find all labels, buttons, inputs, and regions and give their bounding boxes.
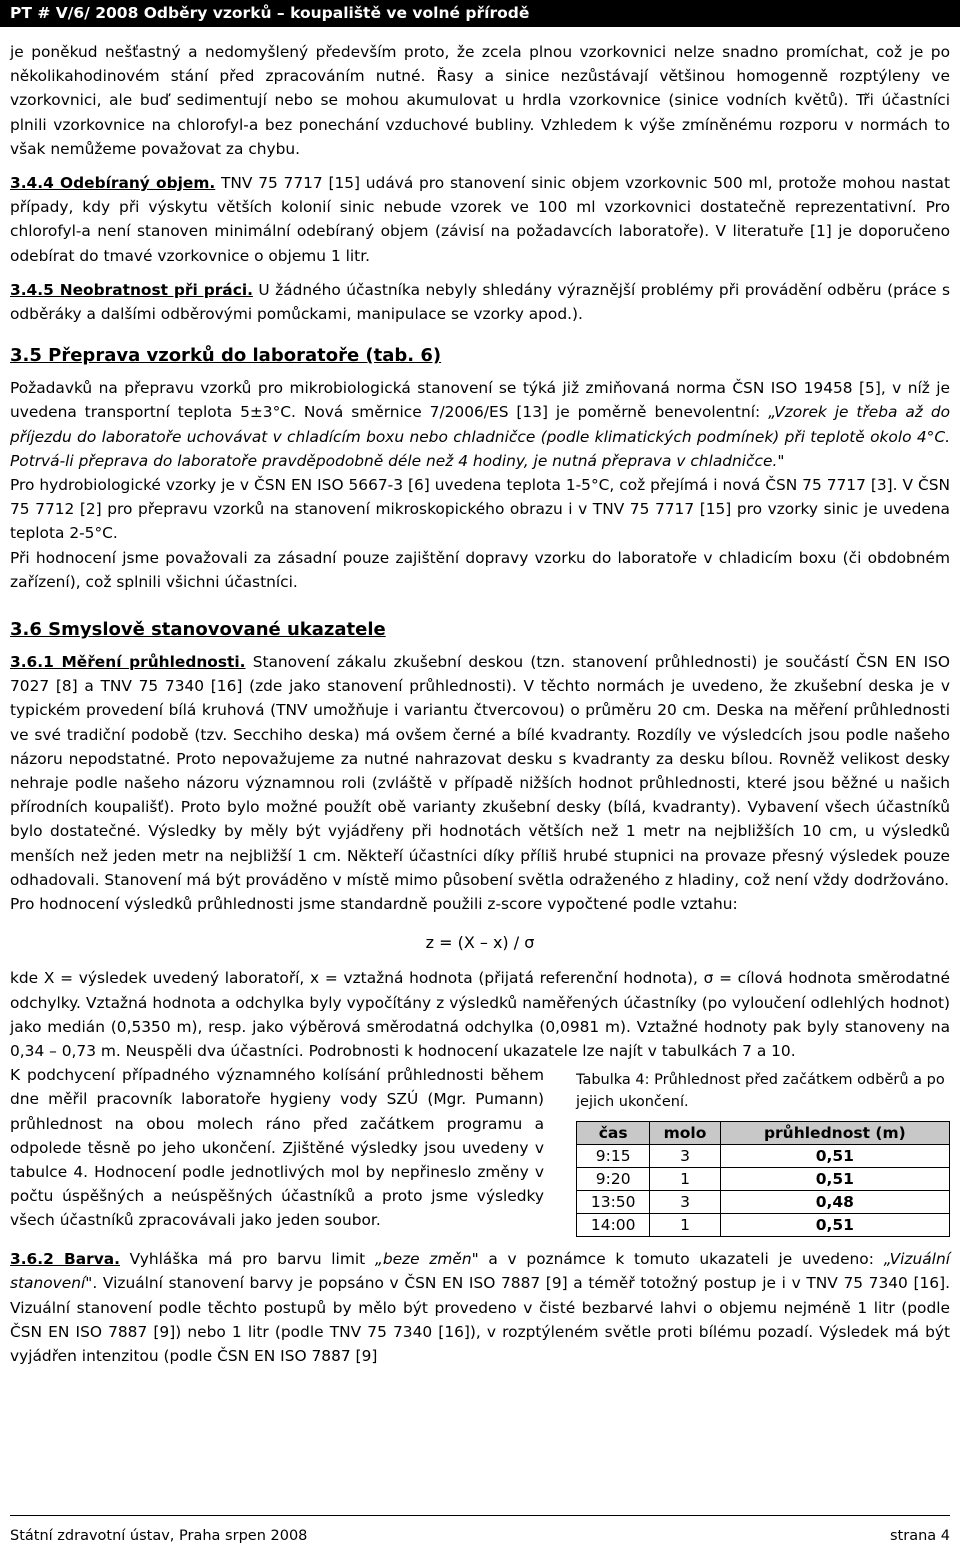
section-3-6-2 bbox=[10, 1247, 950, 1368]
table-4-caption: Tabulka 4: Průhlednost před začátkem odběrů a po jejich ukončení. bbox=[576, 1072, 945, 1111]
time-cell: 13:50 bbox=[577, 1191, 650, 1214]
section-3-6-1-text: Stanovení zákalu zkušební deskou (tzn. stanovení průhlednosti) je součástí ČSN EN ISO 7027 [8] a TNV 75 7340 [16] (zde jako stanovení průhlednosti). V těchto normách je uvedeno, že zkušební deska je v typickém provedení bílá kruhová (TNV umožňuje i variantu čtvercovou) o průměru 20 cm. Deska na měření průhlednosti ve své tradiční podobě (tzv. Secchiho deska) má ovšem černé a bílé kvadranty. Rozdíly ve výsledcích jsou podle našeho názoru nepodstatné. Proto nepovažujeme za nutné nahrazovat desku s kvadranty za desku bílou. Rovněž velikost desky nehraje podle našeho názoru významnou roli (zvláště v případě nižších hodnot průhlednosti, které jsou běžné u našich přírodních koupališť). Proto bylo možné použít obě varianty zkušební desky (bílá, kvadranty). Vybavení všech účastníků bylo dostatečné. Výsledky by měly být vyjádřeny při hodnotách větších než 1 metr na nejbližších 10 cm, u výsledků menších než jeden metr na nejbližší 1 cm. Někteří účastníci díky příliš hrubé stupnici na provaze přesný výsledek pouze odhadovali. Stanovení má být prováděno v místě mimo působení světla odraženého z hladiny, což není vždy dodržováno. bbox=[10, 653, 950, 889]
section-3-6-heading: 3.6 Smyslově stanovované ukazatele bbox=[10, 619, 386, 641]
time-cell: 9:20 bbox=[577, 1168, 650, 1191]
table-4 bbox=[576, 1121, 950, 1237]
section-3-5-paragraph-3: Při hodnocení jsme považovali za zásadní pouze zajištění dopravy vzorku do laboratoře v chladicím boxu (či obdobném zařízení), což splnili všichni účastníci. bbox=[10, 548, 950, 591]
pier-cell: 1 bbox=[650, 1168, 720, 1191]
table-row bbox=[577, 1145, 950, 1168]
section-3-6-1-heading: 3.6.1 Měření průhlednosti. bbox=[10, 653, 246, 672]
limit-quote: „beze změn bbox=[374, 1250, 472, 1269]
page-number: strana 4 bbox=[890, 1528, 950, 1544]
table-row bbox=[577, 1168, 950, 1191]
section-3-4-4-text: TNV 75 7717 [15] udává pro stanovení sinic objem vzorkovnic 500 ml, protože mohou nastat případy, kdy při výskytu větších kolonií sinic nebude vzorek ve 100 ml vzorkovnici dostatečně reprezentativní. Pro chlorofyl-a není stanoven minimální odebíraný objem (závisí na požadavcích laboratoře). V literatuře [1] je doporučeno odebírat do tmavé vzorkovnice o objemu 1 litr. bbox=[10, 174, 950, 265]
pier-cell: 1 bbox=[650, 1214, 720, 1237]
transparency-cell: 0,48 bbox=[720, 1191, 949, 1214]
zscore-formula: z = (X – x) / σ bbox=[425, 933, 535, 953]
directive-quote: „Vzorek je třeba až do příjezdu do laboratoře uchovávat v chladícím boxu nebo chladničce (podle klimatických podmínek) při teplotě okolo 4°C. Potrvá-li přeprava do laboratoře pravděpodobně déle než 4 hodiny, je nutná přeprava v chladničce. bbox=[10, 403, 951, 470]
daytime-variation-paragraph: K podchycení případného významného kolísání průhlednosti během dne měřil pracovník laboratoře hygieny vody SZÚ (Mgr. Pumann) průhlednost na obou molech ráno před začátkem programu a odpolede těsně po jeho ukončení. Zjištěné výsledky jsou uvedeny v tabulce 4. Hodnocení podle jednotlivých mol by nepřineslo změny v počtu úspěšných a neúspěšných účastníků a proto jsme výsledky všech účastníků zpracovávali jako jeden soubor. bbox=[10, 1066, 544, 1230]
section-3-4-5-text: U žádného účastníka nebyly shledány výraznější problémy při provádění odběru (práce s odběráky a dalšími odběrovými pomůckami, manipulace se vzorky apod.). bbox=[10, 280, 950, 324]
table-4-block bbox=[576, 1063, 950, 1237]
time-cell: 9:15 bbox=[577, 1145, 650, 1168]
page-footer bbox=[10, 1515, 950, 1544]
intro-paragraph: je poněkud nešťastný a nedomyšlený především proto, že zcela plnou vzorkovnici nelze snadno promíchat, což je po několikahodinovém stání před zpracováním nutné. Řasy a sinice nezůstávají většinou homogenně rozptýleny ve vzorkovnici, ale buď sedimentují nebo se mohou akumulovat u hrdla vzorkovnice (sinice vodních květů). Tři účastníci plnili vzorkovnice na chlorofyl-a bez ponechání vzduchové bubliny. Vzhledem k výše zmíněnému rozporu v normách to však nemůžeme považovat za chybu. bbox=[10, 43, 950, 158]
document-body bbox=[10, 40, 950, 1368]
table-header-row bbox=[577, 1122, 950, 1145]
quote-end: " bbox=[777, 451, 785, 470]
section-3-5-heading: 3.5 Přeprava vzorků do laboratoře (tab. 6) bbox=[10, 345, 442, 367]
section-3-6-2-heading: 3.6.2 Barva. bbox=[10, 1250, 120, 1269]
transparency-cell: 0,51 bbox=[720, 1145, 949, 1168]
transparency-cell: 0,51 bbox=[720, 1168, 949, 1191]
section-3-5-paragraph-2: Pro hydrobiologické vzorky je v ČSN EN ISO 5667-3 [6] uvedena teplota 1-5°C, což přejímá i nová ČSN 75 7717 [3]. V ČSN 75 7712 [2] pro přepravu vzorků na stanovení mikroskopického obrazu i v TNV 75 7717 [15] pro vzorky sinic je uvedena teplota 2-5°C. bbox=[10, 476, 950, 543]
column-header: molo bbox=[650, 1122, 720, 1145]
section-3-6-1 bbox=[10, 650, 950, 892]
section-3-5-paragraph-1 bbox=[10, 376, 950, 473]
pier-cell: 3 bbox=[650, 1191, 720, 1214]
note-quote: „Vizuální stanovení bbox=[10, 1250, 950, 1293]
zscore-intro: Pro hodnocení výsledků průhlednosti jsme standardně použili z-score vypočtené podle vztahu: bbox=[10, 895, 738, 914]
column-header: čas bbox=[577, 1122, 650, 1145]
footer-institution: Státní zdravotní ústav, Praha srpen 2008 bbox=[10, 1528, 308, 1544]
zscore-explanation: kde X = výsledek uvedený laboratoří, x = vztažná hodnota (přijatá referenční hodnota), σ = cílová hodnota směrodatné odchylky. Vztažná hodnota a odchylka byly vypočítány z výsledků naměřených účastníky (po vyloučení odlehlých hodnot) jako medián (0,5350 m), resp. jako výběrová směrodatná odchylka (0,0981 m). Vztažné hodnoty pak byly stanoveny na 0,34 – 0,73 m. Neuspěli dva účastníci. Podrobnosti k hodnocení ukazatele lze najít v tabulkách 7 a 10. bbox=[10, 969, 950, 1060]
section-3-6-2-text-a: Vyhláška má pro barvu limit bbox=[119, 1250, 375, 1269]
section-3-6-2-text-c: ". Vizuální stanovení barvy je popsáno v ČSN EN ISO 7887 [9] a téměř totožný postup je i v TNV 75 7340 [16]. Vizuální stanovení podle těchto postupů by mělo být provedeno v čisté bezbarvé lahvi o objemu nejméně 1 litr (podle ČSN EN ISO 7887 [9]) nebo 1 litr (podle TNV 75 7340 [16]), v rozptýleném světle proti bílému pozadí. Výsledek má být vyjádřen intenzitou (podle ČSN EN ISO 7887 [9] bbox=[10, 1274, 950, 1365]
table-row bbox=[577, 1191, 950, 1214]
section-3-5-text: Požadavků na přepravu vzorků pro mikrobiologická stanovení se týká již zmiňovaná norma ČSN ISO 19458 [5], v níž je uvedena transportní teplota 5±3°C. Nová směrnice 7/2006/ES [13] je poměrně benevolentní: bbox=[10, 379, 950, 422]
transparency-cell: 0,51 bbox=[720, 1214, 949, 1237]
section-3-6-2-text-b: " a v poznámce k tomuto ukazateli je uvedeno: bbox=[471, 1250, 884, 1269]
table-row bbox=[577, 1214, 950, 1237]
section-3-4-5 bbox=[10, 278, 950, 326]
section-3-4-4-heading: 3.4.4 Odebíraný objem. bbox=[10, 174, 216, 193]
time-cell: 14:00 bbox=[577, 1214, 650, 1237]
section-3-4-4 bbox=[10, 171, 950, 268]
section-3-4-5-heading: 3.4.5 Neobratnost při práci. bbox=[10, 280, 253, 299]
column-header: průhlednost (m) bbox=[720, 1122, 949, 1145]
pier-cell: 3 bbox=[650, 1145, 720, 1168]
page-header: PT # V/6/ 2008 Odběry vzorků – koupaliště ve volné přírodě bbox=[0, 0, 960, 27]
table-flow-block bbox=[10, 1063, 950, 1237]
